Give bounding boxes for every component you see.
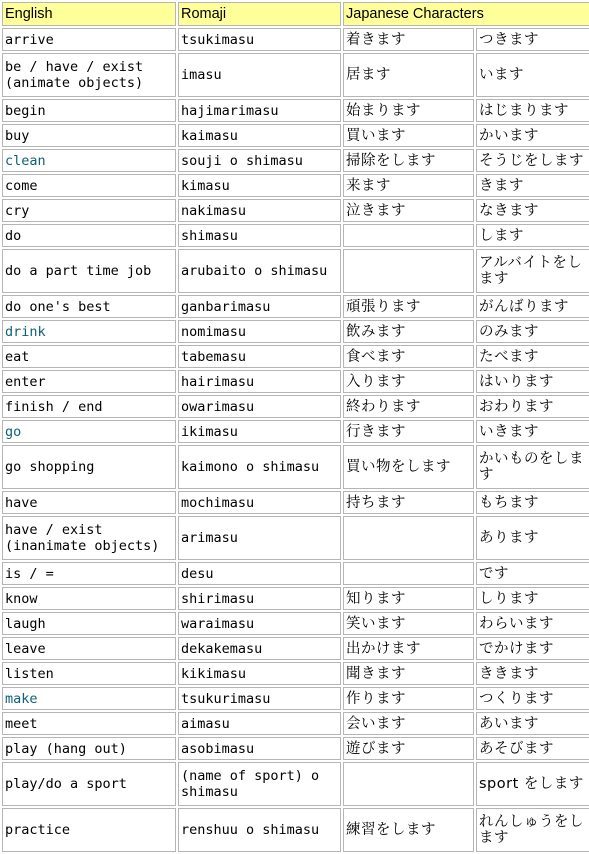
kana-cell: します bbox=[476, 224, 589, 247]
table-row bbox=[2, 420, 589, 443]
kana-cell: はいります bbox=[476, 370, 589, 393]
romaji-cell: kaimono o shimasu bbox=[178, 445, 341, 489]
english-cell: practice bbox=[2, 808, 176, 852]
table-row bbox=[2, 808, 589, 852]
kana-cell: ききます bbox=[476, 662, 589, 685]
kanji-cell: 着きます bbox=[343, 28, 474, 51]
romaji-cell: shirimasu bbox=[178, 587, 341, 610]
kanji-cell: 行きます bbox=[343, 420, 474, 443]
kana-cell: かいものをします bbox=[476, 445, 589, 489]
english-cell[interactable]: go bbox=[2, 420, 176, 443]
english-cell: begin bbox=[2, 99, 176, 122]
english-cell[interactable]: make bbox=[2, 687, 176, 710]
romaji-cell: hajimarimasu bbox=[178, 99, 341, 122]
romaji-cell: waraimasu bbox=[178, 612, 341, 635]
romaji-cell: dekakemasu bbox=[178, 637, 341, 660]
kana-cell: かいます bbox=[476, 124, 589, 147]
romaji-cell: aimasu bbox=[178, 712, 341, 735]
romaji-cell: renshuu o shimasu bbox=[178, 808, 341, 852]
kanji-cell: 買います bbox=[343, 124, 474, 147]
romaji-cell: hairimasu bbox=[178, 370, 341, 393]
table-row bbox=[2, 587, 589, 610]
table-row bbox=[2, 320, 589, 343]
table-row bbox=[2, 199, 589, 222]
kana-cell: がんばります bbox=[476, 295, 589, 318]
header-romaji: Romaji bbox=[178, 2, 341, 26]
kana-cell: たべます bbox=[476, 345, 589, 368]
english-cell: play/do a sport bbox=[2, 762, 176, 806]
table-row bbox=[2, 445, 589, 489]
romaji-cell: desu bbox=[178, 562, 341, 585]
romaji-cell: owarimasu bbox=[178, 395, 341, 418]
table-row bbox=[2, 124, 589, 147]
kana-cell: そうじをします bbox=[476, 149, 589, 172]
kana-cell: きます bbox=[476, 174, 589, 197]
table-row bbox=[2, 762, 589, 806]
romaji-cell: nakimasu bbox=[178, 199, 341, 222]
kanji-cell: 作ります bbox=[343, 687, 474, 710]
romaji-cell: shimasu bbox=[178, 224, 341, 247]
kanji-cell: 持ちます bbox=[343, 491, 474, 514]
english-cell: play (hang out) bbox=[2, 737, 176, 760]
table-row bbox=[2, 345, 589, 368]
table-row bbox=[2, 295, 589, 318]
kanji-cell: 聞きます bbox=[343, 662, 474, 685]
table-row bbox=[2, 395, 589, 418]
romaji-cell: kaimasu bbox=[178, 124, 341, 147]
table-row bbox=[2, 249, 589, 293]
english-cell: do one's best bbox=[2, 295, 176, 318]
table-row bbox=[2, 612, 589, 635]
table-row bbox=[2, 53, 589, 97]
english-cell: know bbox=[2, 587, 176, 610]
romaji-cell: kimasu bbox=[178, 174, 341, 197]
english-cell: is / = bbox=[2, 562, 176, 585]
kana-cell: sport をします bbox=[476, 762, 589, 806]
kanji-cell bbox=[343, 762, 474, 806]
english-cell[interactable]: drink bbox=[2, 320, 176, 343]
kanji-cell: 掃除をします bbox=[343, 149, 474, 172]
english-cell[interactable]: clean bbox=[2, 149, 176, 172]
kana-cell: あいます bbox=[476, 712, 589, 735]
english-cell: do a part time job bbox=[2, 249, 176, 293]
kana-cell: あります bbox=[476, 516, 589, 560]
kanji-cell bbox=[343, 249, 474, 293]
header-japanese-characters: Japanese Characters bbox=[343, 2, 589, 26]
romaji-cell: nomimasu bbox=[178, 320, 341, 343]
romaji-cell: (name of sport) o shimasu bbox=[178, 762, 341, 806]
kana-cell: います bbox=[476, 53, 589, 97]
table-row bbox=[2, 174, 589, 197]
table-row bbox=[2, 149, 589, 172]
kanji-cell: 買い物をします bbox=[343, 445, 474, 489]
english-cell: cry bbox=[2, 199, 176, 222]
kanji-cell: 知ります bbox=[343, 587, 474, 610]
kana-cell: あそびます bbox=[476, 737, 589, 760]
table-row bbox=[2, 562, 589, 585]
english-cell: listen bbox=[2, 662, 176, 685]
table-row bbox=[2, 687, 589, 710]
romaji-cell: imasu bbox=[178, 53, 341, 97]
vocabulary-rows bbox=[2, 28, 589, 852]
romaji-cell: kikimasu bbox=[178, 662, 341, 685]
table-row bbox=[2, 370, 589, 393]
english-cell: leave bbox=[2, 637, 176, 660]
english-cell: go shopping bbox=[2, 445, 176, 489]
romaji-cell: asobimasu bbox=[178, 737, 341, 760]
english-cell: laugh bbox=[2, 612, 176, 635]
kana-cell: はじまります bbox=[476, 99, 589, 122]
kanji-cell: 来ます bbox=[343, 174, 474, 197]
romaji-cell: tsukurimasu bbox=[178, 687, 341, 710]
english-cell: come bbox=[2, 174, 176, 197]
table-row bbox=[2, 491, 589, 514]
kanji-cell bbox=[343, 516, 474, 560]
kanji-cell: 会います bbox=[343, 712, 474, 735]
romaji-cell: tsukimasu bbox=[178, 28, 341, 51]
english-cell: eat bbox=[2, 345, 176, 368]
table-row bbox=[2, 28, 589, 51]
kanji-cell: 練習をします bbox=[343, 808, 474, 852]
kanji-cell: 出かけます bbox=[343, 637, 474, 660]
kana-cell: れんしゅうをします bbox=[476, 808, 589, 852]
romaji-cell: ikimasu bbox=[178, 420, 341, 443]
table-row bbox=[2, 637, 589, 660]
kanji-cell: 終わります bbox=[343, 395, 474, 418]
english-cell: finish / end bbox=[2, 395, 176, 418]
kanji-cell: 飲みます bbox=[343, 320, 474, 343]
kana-cell: いきます bbox=[476, 420, 589, 443]
romaji-cell: arubaito o shimasu bbox=[178, 249, 341, 293]
english-cell: meet bbox=[2, 712, 176, 735]
kanji-cell: 笑います bbox=[343, 612, 474, 635]
table-row bbox=[2, 737, 589, 760]
kana-cell: アルバイトをします bbox=[476, 249, 589, 293]
kanji-cell bbox=[343, 562, 474, 585]
romaji-cell: souji o shimasu bbox=[178, 149, 341, 172]
kanji-cell: 居ます bbox=[343, 53, 474, 97]
kanji-cell bbox=[343, 224, 474, 247]
romaji-cell: tabemasu bbox=[178, 345, 341, 368]
kanji-cell: 泣きます bbox=[343, 199, 474, 222]
kana-cell: わらいます bbox=[476, 612, 589, 635]
kanji-cell: 遊びます bbox=[343, 737, 474, 760]
kana-cell: でかけます bbox=[476, 637, 589, 660]
header-row bbox=[2, 2, 589, 26]
kana-cell: つくります bbox=[476, 687, 589, 710]
kana-cell: なきます bbox=[476, 199, 589, 222]
romaji-cell: ganbarimasu bbox=[178, 295, 341, 318]
kanji-cell: 頑張ります bbox=[343, 295, 474, 318]
english-cell: have / exist (inanimate objects) bbox=[2, 516, 176, 560]
kana-cell: おわります bbox=[476, 395, 589, 418]
english-cell: have bbox=[2, 491, 176, 514]
kana-cell: です bbox=[476, 562, 589, 585]
english-cell: be / have / exist (animate objects) bbox=[2, 53, 176, 97]
english-cell: arrive bbox=[2, 28, 176, 51]
romaji-cell: mochimasu bbox=[178, 491, 341, 514]
kanji-cell: 食べます bbox=[343, 345, 474, 368]
kanji-cell: 入ります bbox=[343, 370, 474, 393]
english-cell: buy bbox=[2, 124, 176, 147]
kana-cell: つきます bbox=[476, 28, 589, 51]
table-row bbox=[2, 224, 589, 247]
romaji-cell: arimasu bbox=[178, 516, 341, 560]
kana-cell: もちます bbox=[476, 491, 589, 514]
english-cell: enter bbox=[2, 370, 176, 393]
header-english: English bbox=[2, 2, 176, 26]
table-row bbox=[2, 99, 589, 122]
table-row bbox=[2, 516, 589, 560]
kana-cell: のみます bbox=[476, 320, 589, 343]
table-row bbox=[2, 662, 589, 685]
english-cell: do bbox=[2, 224, 176, 247]
kanji-cell: 始まります bbox=[343, 99, 474, 122]
kana-cell: しります bbox=[476, 587, 589, 610]
table-row bbox=[2, 712, 589, 735]
